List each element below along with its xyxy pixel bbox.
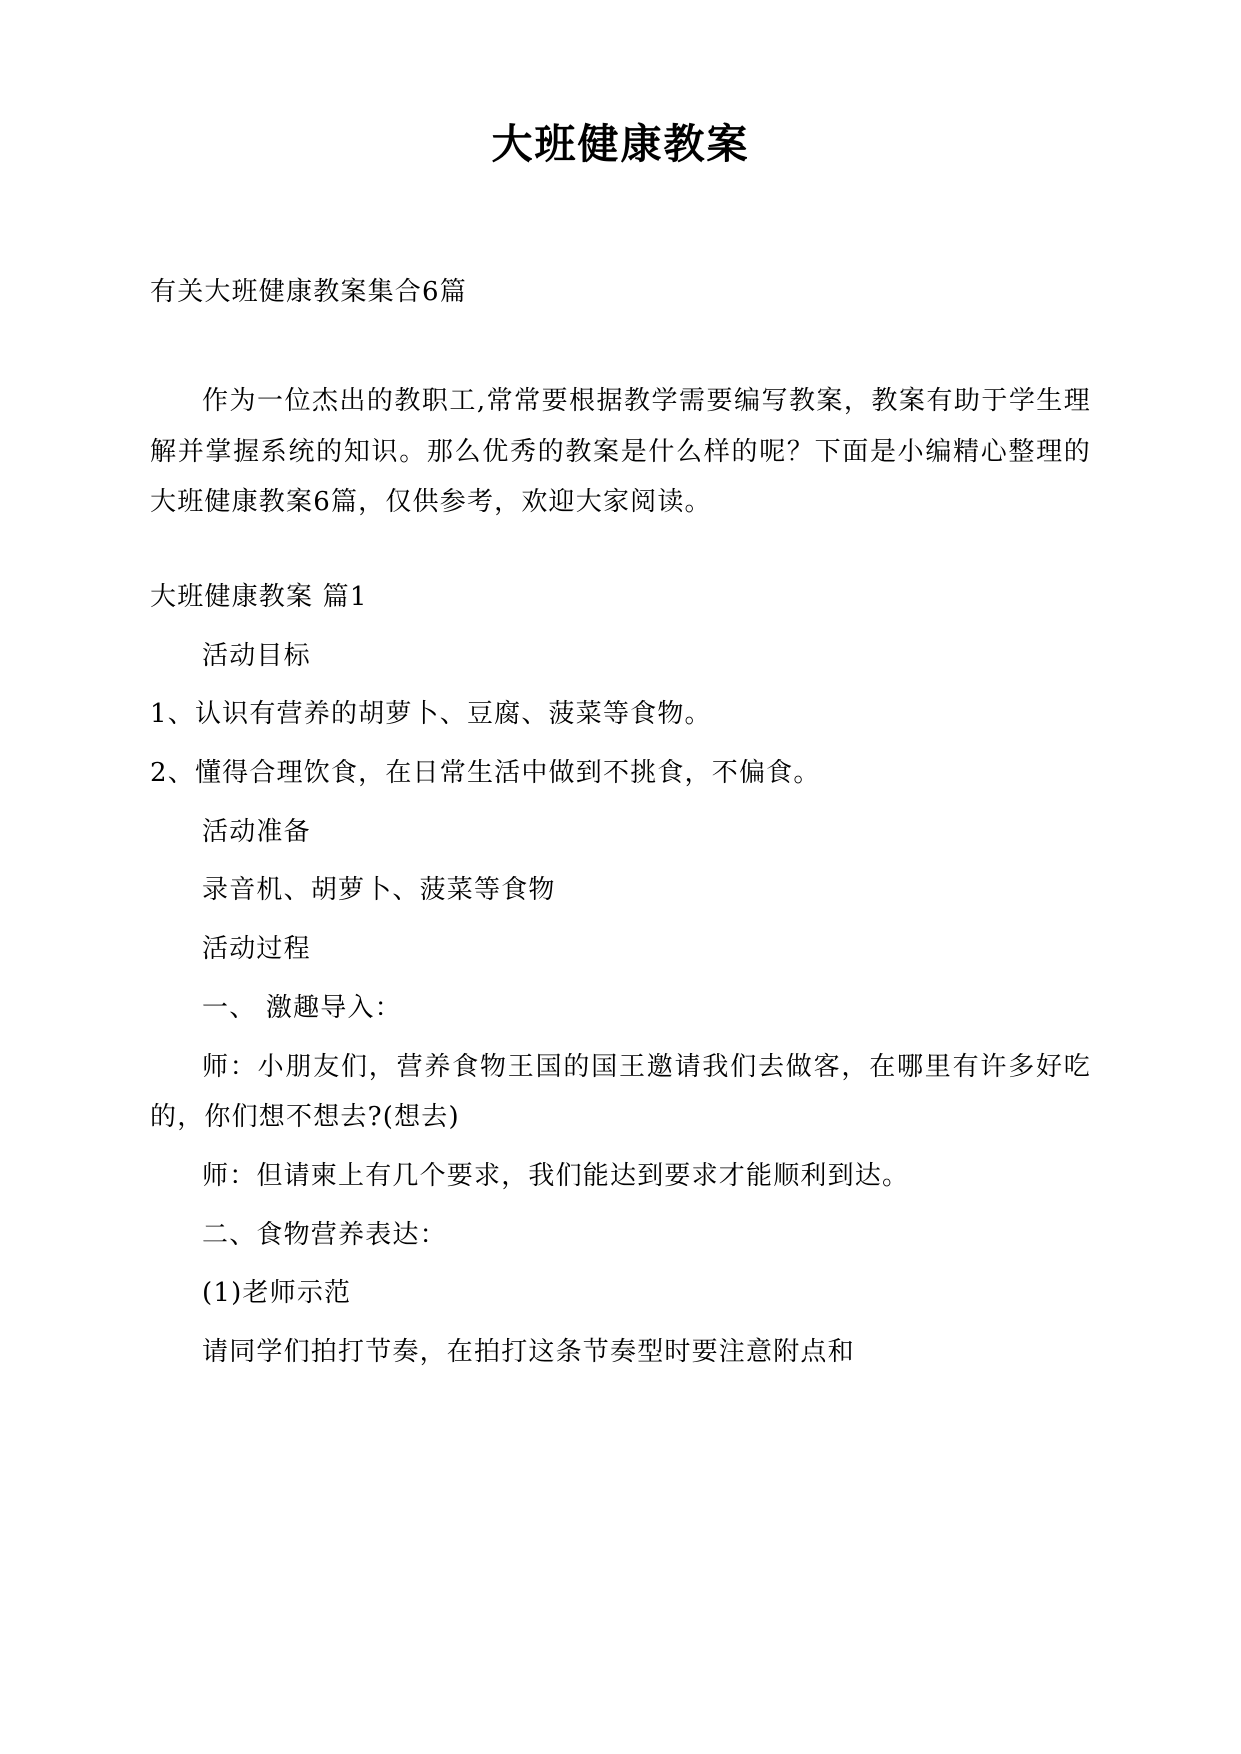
content-line: 请同学们拍打节奏，在拍打这条节奏型时要注意附点和 [202, 1336, 855, 1367]
content-line: (1)老师示范 [202, 1278, 352, 1309]
content-line: 师：小朋友们，营养食物王国的国王邀请我们去做客，在哪里有许多好吃的，你们想不想去?(想去) [150, 1051, 1091, 1133]
content-line: 2、懂得合理饮食，在日常生活中做到不挑食，不偏食。 [150, 758, 821, 789]
content-line: 1、认识有营养的胡萝卜、豆腐、菠菜等食物。 [150, 699, 712, 730]
content-line: 师：但请柬上有几个要求，我们能达到要求才能顺利到达。 [202, 1160, 910, 1191]
intro-paragraph: 作为一位杰出的教职工,常常要根据教学需要编写教案，教案有助于学生理解并掌握系统的知识。那么优秀的教案是什么样的呢？下面是小编精心整理的大班健康教案6篇，仅供参考，欢迎大家阅读。 [150, 385, 1091, 518]
content-line: 活动目标 [202, 640, 311, 671]
content-line: 活动准备 [202, 816, 311, 847]
document-subtitle: 有关大班健康教案集合6篇 [150, 277, 467, 308]
content-line: 活动过程 [202, 934, 311, 965]
content-line: 一、 激趣导入： [202, 992, 402, 1023]
page-title: 大班健康教案 [491, 120, 750, 168]
content-line: 录音机、胡萝卜、菠菜等食物 [202, 875, 556, 906]
section-heading: 大班健康教案 篇1 [150, 582, 368, 613]
content-line: 二、食物营养表达： [202, 1219, 447, 1250]
